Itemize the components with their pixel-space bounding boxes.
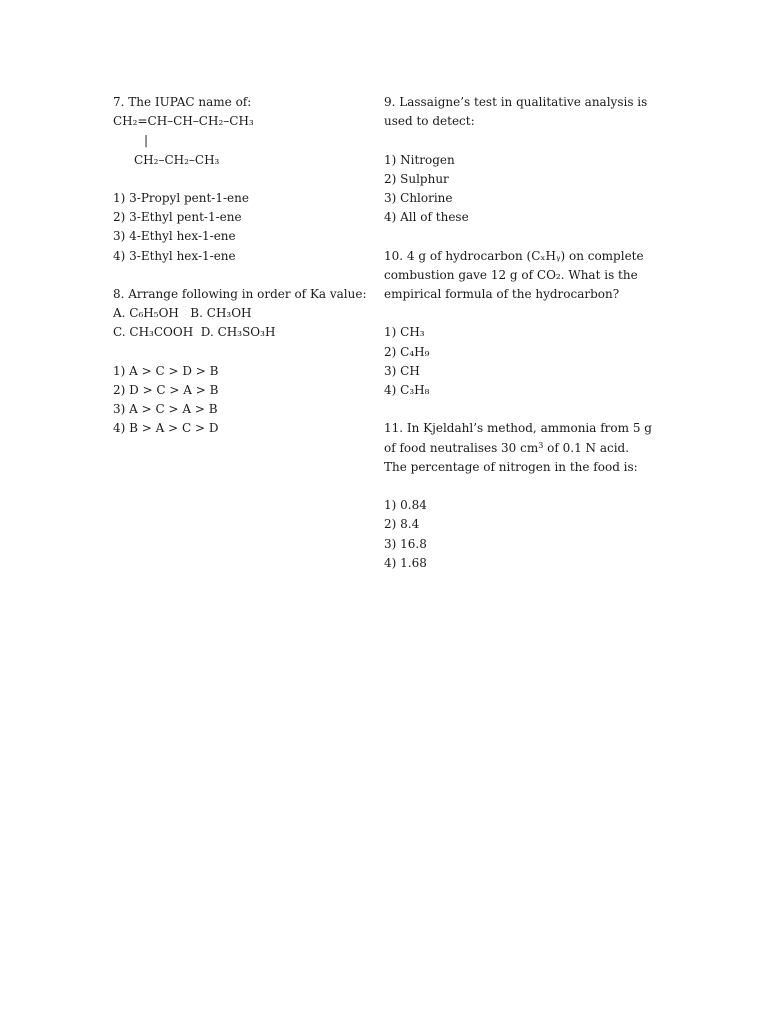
option: 4) 1.68 [384,555,427,570]
question-text: 10. 4 g of hydrocarbon (CₓHᵧ) on complete [384,248,644,263]
option: 3) Chlorine [384,191,453,205]
structure-main-chain: CH₂=CH–CH–CH₂–CH₃ [113,114,254,129]
compound-list: A. C₆H₅OH B. CH₃OH [113,306,252,321]
option: 1) A > C > D > B [113,363,219,378]
question-text: The percentage of nitrogen in the food is: [384,459,638,474]
question-text: 7. The IUPAC name of: [113,95,252,109]
option: 1) CH₃ [384,325,425,340]
option: 1) 3-Propyl pent-1-ene [113,191,249,205]
question-11 [384,419,654,573]
option: 4) C₃H₈ [384,383,430,397]
option: 3) 16.8 [384,536,427,551]
question-text: empirical formula of the hydrocarbon? [384,287,620,301]
question-9 [384,93,654,227]
compound-list: C. CH₃COOH D. CH₃SO₃H [113,325,276,340]
option: 2) Sulphur [384,171,449,186]
option: 2) 3-Ethyl pent-1-ene [113,210,242,225]
question-text-part: of 0.1 N acid. [543,440,630,455]
option: 3) 4-Ethyl hex-1-ene [113,229,236,244]
left-column [113,93,368,439]
option: 4) 3-Ethyl hex-1-ene [113,248,236,263]
structure-bond: | [144,133,149,148]
question-text [384,439,654,458]
question-text: 9. Lassaigne’s test in qualitative analysis is [384,95,648,109]
question-text: used to detect: [384,114,475,129]
option: 2) C₄H₉ [384,344,430,359]
option: 2) D > C > A > B [113,383,219,397]
structure-branch: CH₂–CH₂–CH₃ [134,152,220,167]
question-text-part: of food neutralises 30 cm [384,440,539,455]
question-7 [113,93,368,266]
option: 1) Nitrogen [384,152,455,167]
question-text: 11. In Kjeldahl’s method, ammonia from 5 g [384,421,652,436]
option: 4) B > A > C > D [113,421,219,436]
question-text: combustion gave 12 g of CO₂. What is the [384,267,638,282]
option: 1) 0.84 [384,498,427,513]
right-column [384,93,654,573]
superscript: 3 [538,440,544,450]
question-8 [113,285,368,439]
option: 3) CH [384,363,420,378]
option: 3) A > C > A > B [113,402,218,417]
option: 4) All of these [384,210,469,225]
question-10 [384,247,654,401]
option: 2) 8.4 [384,517,420,532]
question-text: 8. Arrange following in order of Ka value: [113,287,367,301]
